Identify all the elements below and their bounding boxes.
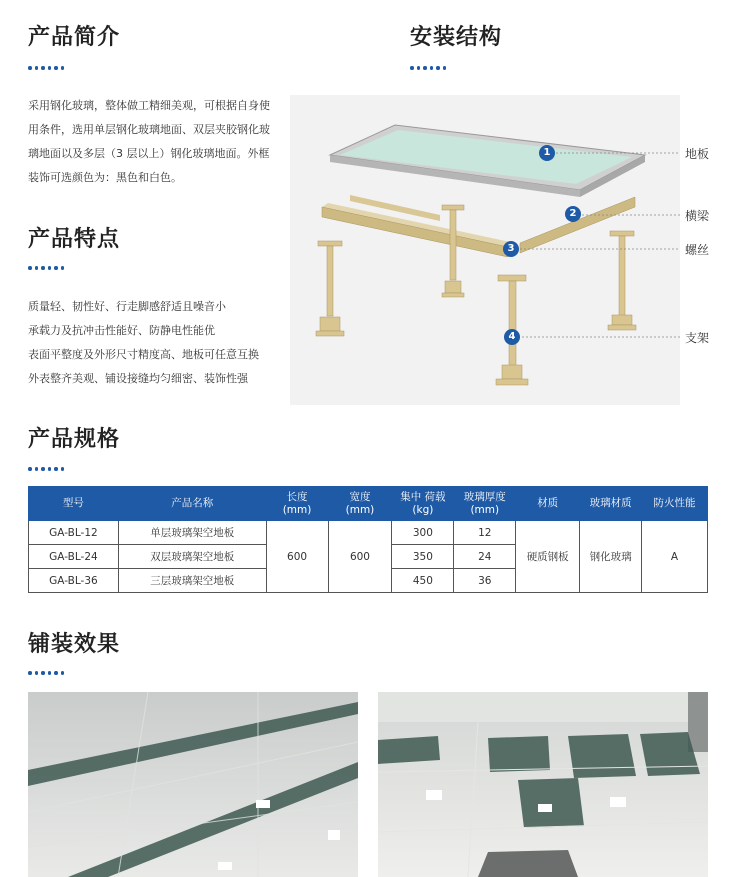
feature-item: 质量轻、韧性好、行走脚感舒适且噪音小 — [28, 300, 226, 313]
header-material: 材质 — [516, 487, 580, 521]
intro-line: 采用钢化玻璃，整体做工精细美观，可根据自身使 — [28, 99, 270, 112]
cell-load: 300 — [392, 521, 454, 545]
pedestal-base — [502, 365, 522, 379]
beam-top — [322, 203, 515, 247]
cell-model: GA-BL-36 — [29, 569, 119, 593]
header-glass: 玻璃材质 — [580, 487, 642, 521]
header-thickness: 玻璃厚度 (mm) — [454, 487, 516, 521]
cell-material: 硬质钢板 — [516, 521, 580, 593]
callout-label-support: 支架 — [684, 331, 709, 345]
cell-thickness: 24 — [454, 545, 516, 569]
header-name: 产品名称 — [118, 487, 266, 521]
header-model: 型号 — [29, 487, 119, 521]
table-header-row — [29, 487, 708, 521]
light-reflection — [426, 790, 442, 800]
specs-title: 产品规格 — [28, 427, 121, 452]
glass-tile — [378, 736, 440, 764]
pedestal-base — [612, 315, 632, 325]
installation-photo-2 — [378, 692, 708, 877]
cell-model: GA-BL-12 — [29, 521, 119, 545]
cell-glass: 钢化玻璃 — [580, 521, 642, 593]
light-reflection — [256, 800, 270, 808]
pedestal-post — [327, 246, 333, 316]
header-load: 集中 荷载 (kg) — [392, 487, 454, 521]
glass-tile — [518, 778, 584, 828]
cell-width: 600 — [328, 521, 392, 593]
light-reflection — [610, 797, 626, 807]
header-width: 宽度 (mm) — [328, 487, 392, 521]
cell-thickness: 36 — [454, 569, 516, 593]
pedestal-head — [318, 241, 342, 246]
glass-tile — [488, 736, 550, 772]
cell-name: 三层玻璃架空地板 — [118, 569, 266, 593]
callout-badge-1: 1 — [539, 145, 555, 161]
open-floor-hatch — [478, 850, 578, 877]
feature-item: 承载力及抗冲击性能好、防静电性能优 — [28, 324, 215, 337]
intro-line: 装饰可选颜色为：黑色和白色。 — [28, 171, 182, 184]
structure-title-dots — [410, 66, 446, 72]
floor-photo-left — [28, 692, 358, 877]
features-title: 产品特点 — [28, 227, 121, 252]
header-length: 长度 (mm) — [266, 487, 328, 521]
features-list — [28, 295, 278, 391]
intro-line: 璃地面以及多层（3 层以上）钢化玻璃地面。外框 — [28, 147, 270, 160]
light-reflection — [218, 862, 232, 870]
cell-name: 双层玻璃架空地板 — [118, 545, 266, 569]
pedestal-head — [610, 231, 634, 236]
pedestal-head — [498, 275, 526, 281]
pedestal-foot — [496, 379, 528, 385]
cell-load: 350 — [392, 545, 454, 569]
callout-label-beam: 横梁 — [684, 209, 709, 223]
callout-badge-2: 2 — [565, 206, 581, 222]
glass-tile — [568, 734, 636, 778]
cell-length: 600 — [266, 521, 328, 593]
effects-title-dots — [28, 671, 64, 677]
callout-label-screw: 螺丝 — [684, 243, 709, 257]
intro-text — [28, 94, 278, 190]
cell-thickness: 12 — [454, 521, 516, 545]
floor-photo-right — [378, 692, 708, 877]
intro-title-dots — [28, 66, 64, 72]
callout-badge-3: 3 — [503, 241, 519, 257]
callout-label-floor: 地板 — [684, 147, 709, 161]
specs-title-dots — [28, 467, 64, 473]
structure-title: 安装结构 — [410, 25, 503, 50]
light-reflection — [328, 830, 340, 840]
feature-item: 表面平整度及外形尺寸精度高、地板可任意互换 — [28, 348, 259, 361]
pedestal-post — [509, 281, 516, 371]
beam — [520, 197, 635, 253]
pedestal-foot — [316, 331, 344, 336]
structure-diagram — [290, 95, 680, 405]
spec-table — [28, 486, 708, 593]
cell-fire: A — [642, 521, 708, 593]
cell-load: 450 — [392, 569, 454, 593]
effects-title: 铺装效果 — [28, 632, 121, 657]
cell-name: 单层玻璃架空地板 — [118, 521, 266, 545]
features-title-dots — [28, 266, 64, 272]
pedestal-foot — [442, 293, 464, 297]
table-row — [29, 521, 708, 545]
callout-badge-4: 4 — [504, 329, 520, 345]
feature-item: 外表整齐美观、铺设接缝均匀细密、装饰性强 — [28, 372, 248, 385]
header-fire: 防火性能 — [642, 487, 708, 521]
pedestal-post — [450, 210, 456, 280]
pedestal-post — [619, 236, 625, 316]
installation-photo-1 — [28, 692, 358, 877]
cell-model: GA-BL-24 — [29, 545, 119, 569]
intro-line: 用条件，选用单层钢化玻璃地面、双层夹胶钢化玻 — [28, 123, 270, 136]
pedestal-base — [445, 281, 461, 293]
raised-floor-illustration — [290, 95, 680, 405]
light-reflection — [538, 804, 552, 812]
pedestal-foot — [608, 325, 636, 330]
pedestal-head — [442, 205, 464, 210]
intro-title: 产品简介 — [28, 25, 121, 50]
pedestal-base — [320, 317, 340, 331]
